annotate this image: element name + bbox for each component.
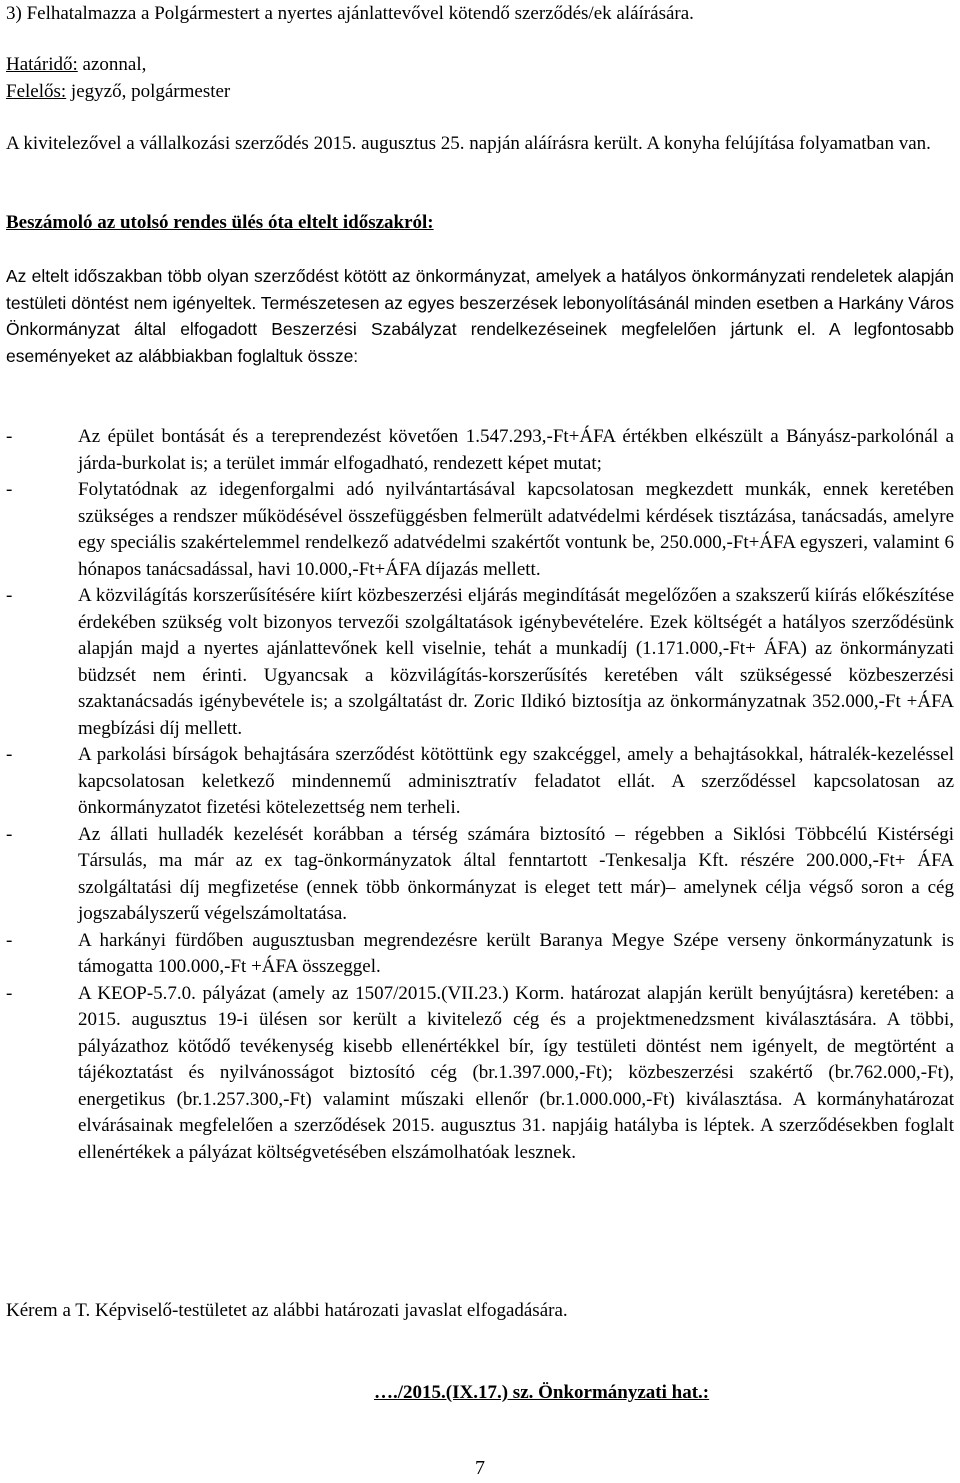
list-item-text: Az épület bontását és a tereprendezést követően 1.547.293,-Ft+ÁFA értékben elkészült a Bányász-parkolónál a járda-burkolat is; a terület immár elfogadható, rendezett képet mutat; [78, 426, 954, 474]
list-bullet: - [6, 982, 13, 1004]
list-bullet: - [6, 479, 13, 500]
status-paragraph: A kivitelezővel a vállalkozási szerződés 2015. augusztus 25. napján aláírásra került. A konyha felújítása folyamatban van. [6, 133, 931, 154]
list-item-text: Az állati hulladék kezelését korábban a térség számára biztosító – régebben a Siklósi Többcélú Kistérségi Társulás, ma már az ex tag-önkormányzatok által fenntartott -Tenkesalja Kft. részére 200.000,-Ft+ ÁFA szolgáltatási díj megfizetése (ennek több önkormányzat is eleget tett már)– amelynek célja végső soron a cég jogszabályszerű végelszámoltatása. [78, 823, 954, 924]
list-item-text: A parkolási bírságok behajtására szerződést kötöttünk egy szakcéggel, amely a behajtásokkal, hátralék-kezeléssel kapcsolatosan keletkező mindennemű adminisztratív feladatot ellát. A szerződéssel kapcsolatosan az önkormányzatot fizetési kötelezettség nem terheli. [78, 744, 954, 818]
responsible-label: Felelős: [6, 80, 67, 102]
report-heading: Beszámoló az utolsó rendes ülés óta eltelt időszakról: [6, 212, 434, 233]
list-bullet: - [6, 929, 13, 951]
list-bullet: - [6, 823, 13, 845]
list-item-text: A harkányi fürdőben augusztusban megrendezésre került Baranya Megye Szépe verseny önkormányzatunk is támogatta 100.000,-Ft +ÁFA összeggel. [78, 929, 954, 977]
list-item [6, 742, 954, 822]
responsible-value: jegyző, polgármester [66, 80, 231, 102]
intro-paragraph: Az eltelt időszakban több olyan szerződést kötött az önkormányzat, amelyek a hatályos önkormányzati rendeletek alapján testületi döntést nem igényeltek. Természetesen az egyes beszerzések lebonyolításánál minden esetben a Harkány Város Önkormányzat által elfogadott Beszerzési Szabályzat rendelkezéseinek megfelelően jártunk el. A legfontosabb eseményeket az alábbiakban foglaltuk össze: [6, 266, 954, 366]
list-item-text: A közvilágítás korszerűsítésére kiírt közbeszerzési eljárás megindítását megelőzően a szakszerű kiírás előkészítése érdekében szükség volt bizonyos tervezői szolgáltatások igénybevételére. Ezek költségét a hatályos szerződésünk alapján majd a nyertes ajánlattevőnek kell viselnie, tehát a munkadíj (1.171.000,-Ft+ ÁFA) az önkormányzati büdzsét nem érinti. Ugyancsak a közvilágítás-korszerűsítés keretében vált szükségessé közbeszerzési szaktanácsadás igénybevétele is; a szolgáltatást dr. Zoric Ildikó biztosítja az önkormányzatnak 352.000,-Ft +ÁFA megbízási díj mellett. [78, 585, 954, 739]
deadline-block [6, 52, 230, 105]
list-item [6, 928, 954, 981]
list-item [6, 583, 954, 742]
list-bullet: - [6, 426, 13, 447]
resolution-title: …./2015.(IX.17.) sz. Önkormányzati hat.: [374, 1382, 710, 1403]
responsible-line [6, 79, 230, 106]
request-paragraph: Kérem a T. Képviselő-testületet az alábbi határozati javaslat elfogadására. [6, 1300, 568, 1321]
list-item [6, 424, 954, 477]
list-bullet: - [6, 585, 13, 606]
list-item [6, 477, 954, 583]
deadline-line [6, 52, 230, 79]
deadline-value: azonnal, [77, 54, 147, 75]
list-item-text: Folytatódnak az idegenforgalmi adó nyilvántartásával kapcsolatosan megkezdett munkák, ennek keretében szükséges a rendszer működésével összefüggésben felmerült adatvédelmi kérdések tisztázása, tanácsadás, amelyre egy speciális szakértelemmel rendelkező adatvédelmi szakértőt vontunk be, 250.000,-Ft+ÁFA egyszeri, valamint 6 hónapos tanácsadással, havi 10.000,-Ft+ÁFA díjazás mellett. [78, 479, 954, 580]
list-item [6, 981, 954, 1167]
list-item [6, 822, 954, 928]
resolution-point-3: 3) Felhatalmazza a Polgármestert a nyertes ajánlattevővel kötendő szerződés/ek aláírására. [6, 3, 694, 24]
list-bullet: - [6, 744, 13, 765]
list-item-text: A KEOP-5.7.0. pályázat (amely az 1507/2015.(VII.23.) Korm. határozat alapján került benyújtásra) keretében: a 2015. augusztus 19-i ülésen sor került a kivitelező cég és a projektmenedzsment kiválasztására. A többi, pályázathoz kötődő tevékenység kisebb ellenértékkel bír, így testületi döntést nem igényelt, de megtörtént a tájékoztatást és nyilvánosságot biztosító cég (br.1.397.000,-Ft); közbeszerzési szakértő (br.762.000,-Ft), energetikus (br.1.257.300,-Ft) valamint műszaki ellenőr (br.1.000.000,-Ft) kiválasztása. A kormányhatározat elvárásainak megfelelően a szerződések 2015. augusztus 31. napjáig hatályba is léptek. A szerződésekben foglalt ellenértékek a pályázat költségvetésében elszámolhatóak lesznek. [78, 982, 954, 1163]
deadline-label: Határidő: [6, 54, 78, 75]
event-list [6, 424, 954, 1166]
page-number: 7 [475, 1457, 485, 1479]
